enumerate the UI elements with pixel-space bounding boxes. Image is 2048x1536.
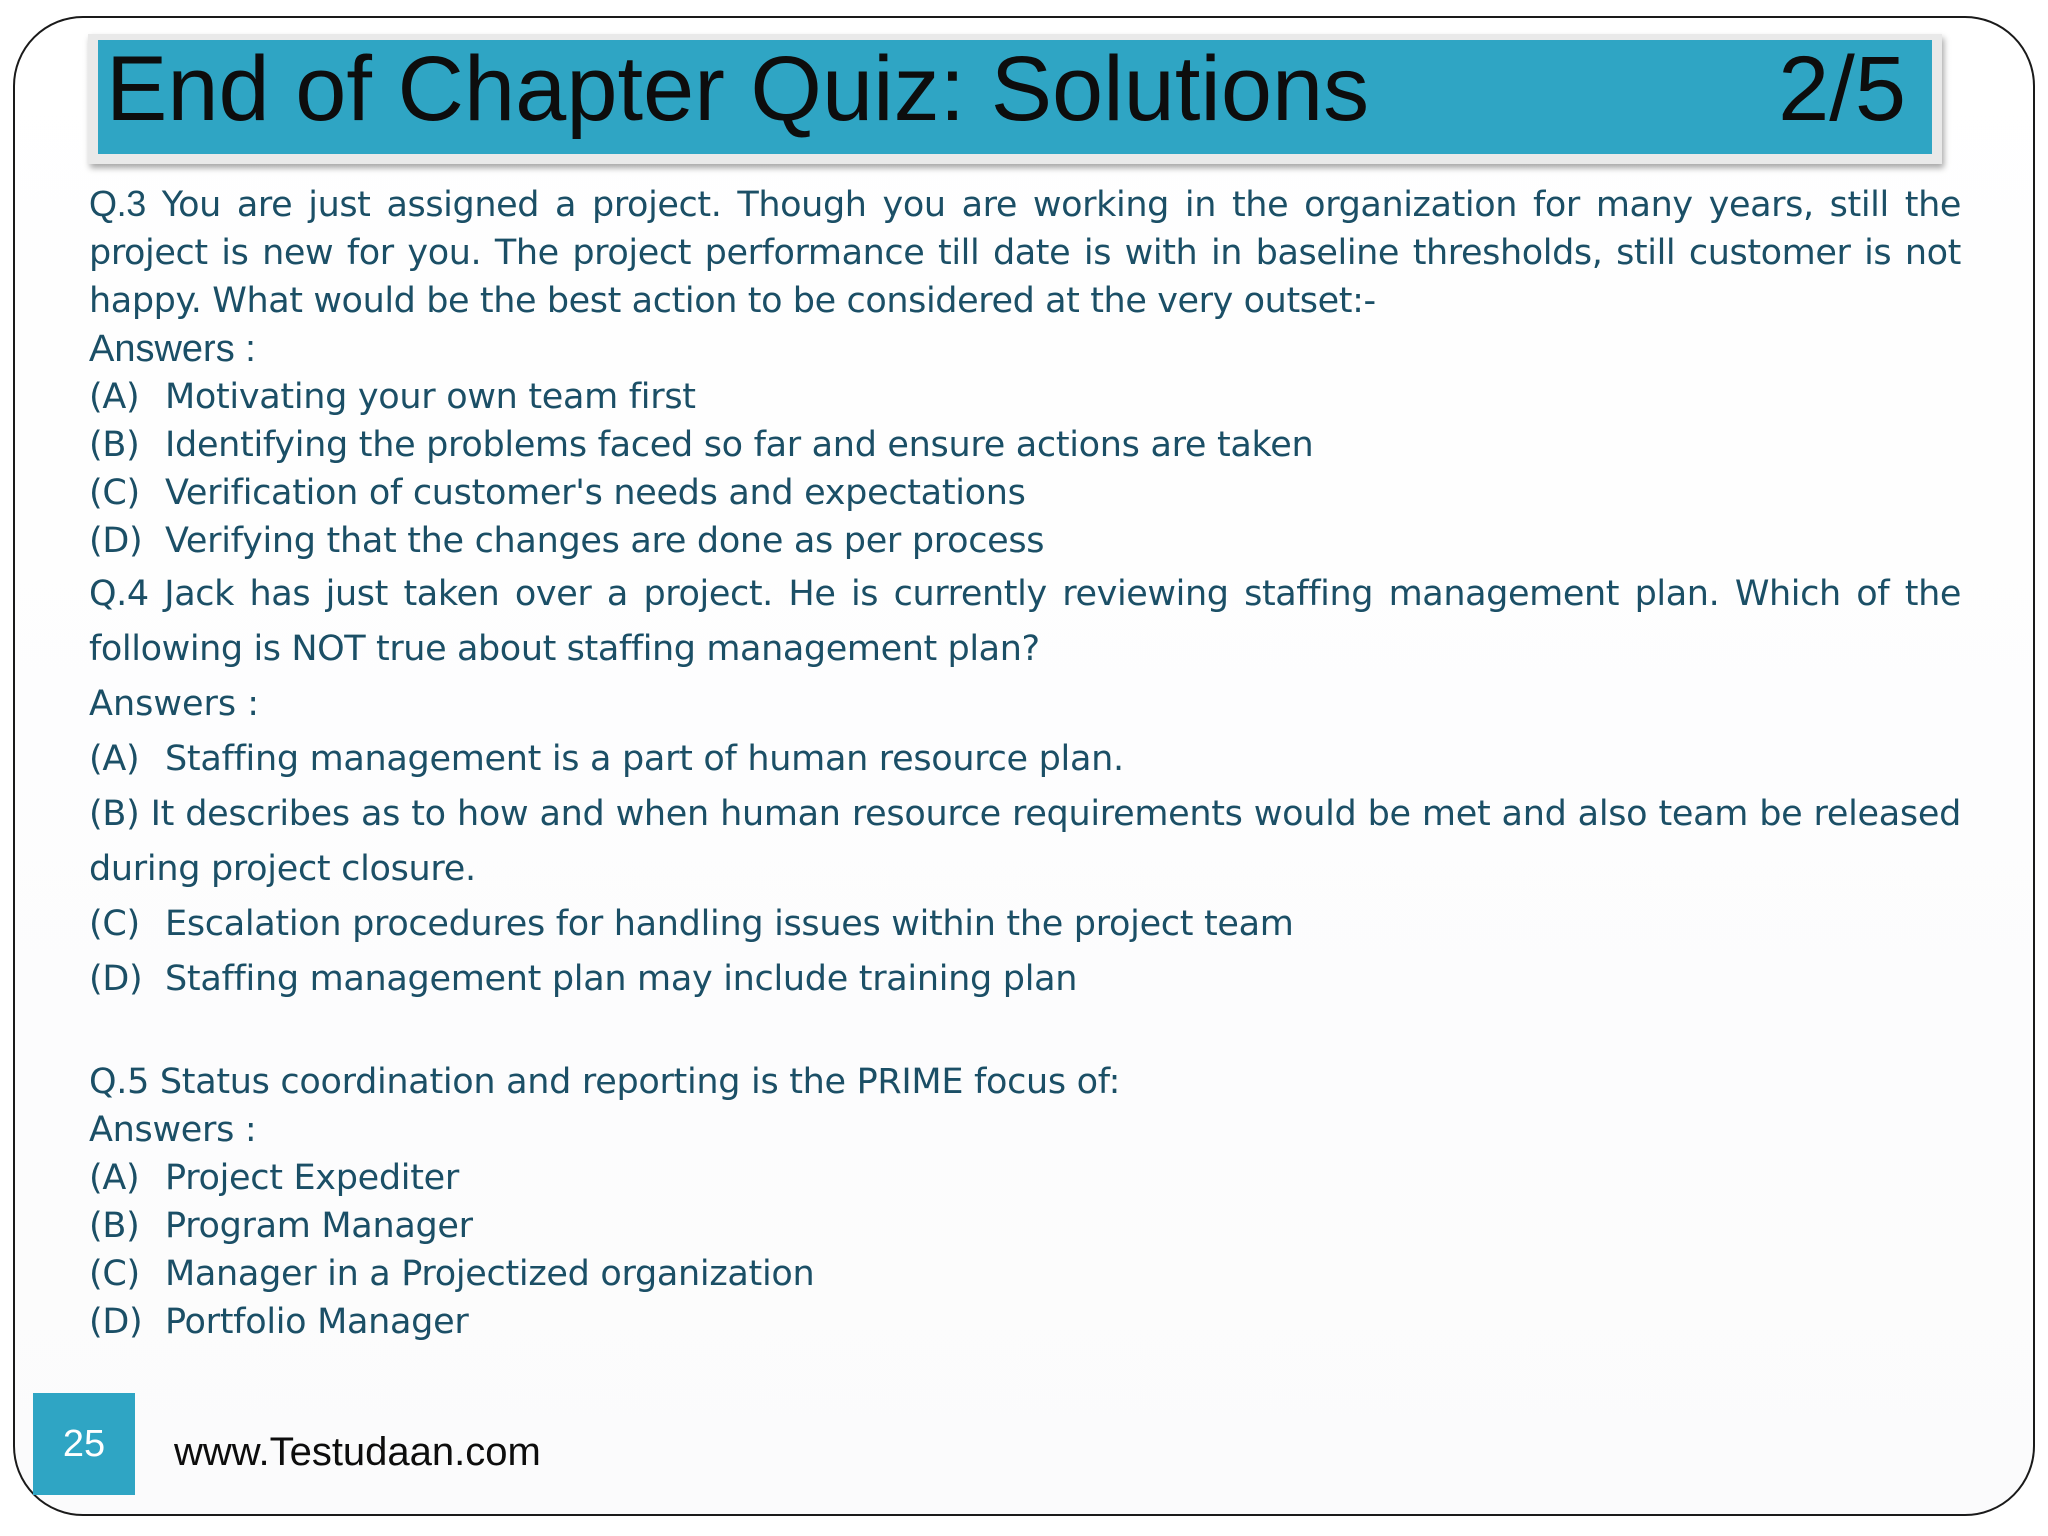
- option-text: Staffing management is a part of human resource plan.: [165, 739, 1124, 779]
- answers-heading: Answers :: [89, 1110, 257, 1150]
- answer-option: [89, 1298, 1961, 1346]
- answer-option: [89, 952, 1961, 1007]
- answer-option: [89, 469, 1961, 517]
- answer-option: [89, 1154, 1961, 1202]
- answers-heading: Answers :: [89, 684, 260, 724]
- option-label: (B): [89, 1206, 140, 1246]
- option-label: (D): [89, 1302, 143, 1342]
- answer-option: [89, 1250, 1961, 1298]
- slide-title: End of Chapter Quiz: Solutions: [106, 38, 1370, 140]
- option-text: It describes as to how and when human resource requirements would be met and also team be released during project closure.: [89, 794, 1961, 889]
- slide-number-badge: [33, 1393, 135, 1495]
- answer-option: [89, 517, 1961, 565]
- option-label: (A): [89, 1158, 140, 1198]
- option-label: (C): [89, 1254, 140, 1294]
- question-4: [89, 567, 1961, 677]
- option-label: (B): [89, 794, 140, 834]
- slide-content: [89, 180, 1961, 1346]
- answers-heading: Answers :: [89, 328, 256, 370]
- option-text: Verifying that the changes are done as per process: [165, 521, 1045, 561]
- answer-option: [89, 787, 1961, 897]
- answer-option: [89, 897, 1961, 952]
- option-text: Portfolio Manager: [165, 1302, 469, 1342]
- question-number: Q.4: [89, 574, 149, 614]
- option-text: Project Expediter: [165, 1158, 459, 1198]
- question-text: Status coordination and reporting is the PRIME focus of:: [149, 1062, 1121, 1102]
- page-indicator: 2/5: [1778, 38, 1906, 140]
- option-label: (D): [89, 959, 143, 999]
- option-text: Program Manager: [165, 1206, 473, 1246]
- answer-option: [89, 1202, 1961, 1250]
- question-5: [89, 1058, 1961, 1106]
- answer-option: [89, 373, 1961, 421]
- question-text: You are just assigned a project. Though you are working in the organization for many years, still the project is new for you. The project performance till date is with in baseline thresholds, still customer is not happy. What would be the best action to be considered at the very outset:-: [89, 185, 1961, 321]
- option-label: (A): [89, 739, 140, 779]
- spacer: [89, 1007, 1961, 1058]
- option-text: Staffing management plan may include training plan: [165, 959, 1078, 999]
- slide-number: 25: [62, 1423, 106, 1465]
- option-text: Verification of customer's needs and expectations: [165, 473, 1026, 513]
- option-text: Manager in a Projectized organization: [165, 1254, 815, 1294]
- option-label: (C): [89, 473, 140, 513]
- option-label: (A): [89, 377, 140, 417]
- answer-option: [89, 732, 1961, 787]
- question-3: [89, 180, 1961, 325]
- option-text: Identifying the problems faced so far and ensure actions are taken: [165, 425, 1314, 465]
- question-number: Q.5: [89, 1062, 150, 1102]
- option-label: (D): [89, 521, 143, 561]
- option-label: (C): [89, 904, 140, 944]
- option-text: Escalation procedures for handling issues within the project team: [165, 904, 1294, 944]
- answer-option: [89, 421, 1961, 469]
- question-number: Q.3: [89, 183, 146, 224]
- footer-website: www.Testudaan.com: [174, 1430, 541, 1474]
- question-text: Jack has just taken over a project. He is currently reviewing staffing management plan. Which of the following is NOT true about staffing management plan?: [89, 574, 1961, 669]
- option-text: Motivating your own team first: [165, 377, 696, 417]
- option-label: (B): [89, 425, 140, 465]
